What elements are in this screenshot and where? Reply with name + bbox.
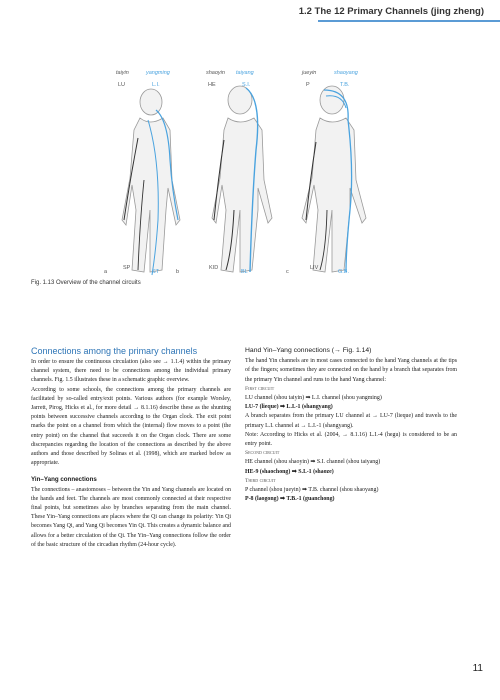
left-column [31, 358, 231, 550]
channel-figure [0, 60, 500, 290]
section-number: 1.2 [298, 6, 312, 17]
connection-line: LU channel (shou taiyin) ➡ L.I. channel (shou yangming) [245, 395, 382, 402]
header-bar [318, 20, 500, 22]
label-taiyang: taiyang [236, 70, 254, 76]
subheading: Yin–Yang connections [31, 476, 97, 484]
circuit-label: Second circuit [245, 450, 280, 457]
connection-line: P-8 (laogong) ➡ T.B.-1 (guanchong) [245, 496, 335, 503]
paragraph: According to some schools, the connections among the primary channels are facilitated by so-called entry/exit points. Various authors (for example Worsley, Jarrett, Pirog, Hicks et al., for more detail → 8.1.16) describe these as the shunting points between successive channels according to the Organ clock. The exit point marks the point on a channel from which the (internal) flow moves to a point (the entry point) on the channel that succeeds it on the Organ clock. There are some discrepancies regarding the location of the connections as described by the above authors and those described by Solinas et al. (1998), which are marked below as appropriate. [31, 386, 231, 467]
running-head [299, 6, 484, 17]
paragraph: The connections – anastomoses – between the Yin and Yang channels are located on the hands and feet. The channels are most commonly connected at their respective final points, but sometimes also by branches separating from the main channel. These Yin–Yang connections are places where the Qi can change its polarity: Yin Qi becomes Yang Qi, and Yang Qi becomes Yin Qi. This creates a dynamic balance and allows for a better circulation of the Qi. The Yin–Yang connections follow the order of the basic structure of the circadian rhythm (24-hour cycle). [31, 486, 231, 548]
body-figure-b [212, 86, 272, 272]
label-gb: G.B. [338, 269, 350, 275]
label-p: P [306, 82, 310, 88]
right-column [245, 346, 457, 504]
connection-line: P channel (shou jueyin) ➡ T.B. channel (shou shaoyang) [245, 487, 379, 494]
label-st: ST [152, 269, 160, 275]
label-lu: LU [118, 82, 126, 88]
figure-letter-a: a [104, 269, 108, 275]
right-heading: Hand Yin–Yang connections (→ Fig. 1.14) [245, 347, 372, 354]
label-taiyin: taiyin [116, 70, 129, 76]
connection-line: HE-9 (shaochong) ➡ S.I.-1 (shaoze) [245, 468, 334, 475]
figure-caption: Fig. 1.13 Overview of the channel circuits [31, 280, 141, 286]
paragraph: A branch separates from the primary LU channel at → LU-7 (lieque) and travels to the primary L.I. channel at → L.I.-1 (shangyang). [245, 413, 457, 429]
label-bl: BL [241, 269, 248, 275]
label-liv: LIV [310, 265, 319, 271]
section-title: The 12 Primary Channels (jing zheng) [314, 6, 484, 17]
body-illustrations [0, 60, 500, 290]
label-tb: T.B. [340, 82, 350, 88]
note: Note: According to Hicks et al. (2004, → 8.1.16) L.I.-4 (hegu) is considered to be an entry point. [245, 431, 457, 448]
figure-letter-b: b [176, 269, 180, 275]
connection-line: LU-7 (lieque) ➡ L.I.-1 (shangyang) [245, 404, 333, 411]
paragraph: In order to ensure the continuous circulation (also see → 1.1.4) within the primary channel system, there need to be connections among the individual primary channels. Fig. 1.5 illustrates these in a schematic graphic overview. [31, 359, 231, 384]
label-shaoyin: shaoyin [206, 70, 225, 76]
circuit-label: Third circuit [245, 477, 276, 484]
label-shaoyang: shaoyang [334, 70, 358, 76]
connection-line: HE channel (shou shaoyin) ➡ S.I. channel (shou taiyang) [245, 459, 381, 466]
section-heading: Connections among the primary channels [31, 346, 198, 356]
label-jueyin: jueyin [302, 70, 317, 76]
label-he: HE [208, 82, 216, 88]
paragraph: The hand Yin channels are in most cases connected to the hand Yang channels at the tips of the fingers; sometimes they are connected on the hand by a branch that separates from the primary Yin channel and runs to the hand Yang channel: [245, 358, 457, 383]
figure-letter-c: c [286, 269, 289, 275]
label-si: S.I. [242, 82, 251, 88]
label-sp: SP [123, 265, 131, 271]
page-number: 11 [472, 663, 483, 674]
circuit-label: First circuit [245, 385, 275, 392]
body-figure-c [302, 86, 366, 272]
label-li: L.I. [152, 82, 160, 88]
label-yangming: yangming [146, 70, 170, 76]
label-kid: KID [209, 265, 219, 271]
